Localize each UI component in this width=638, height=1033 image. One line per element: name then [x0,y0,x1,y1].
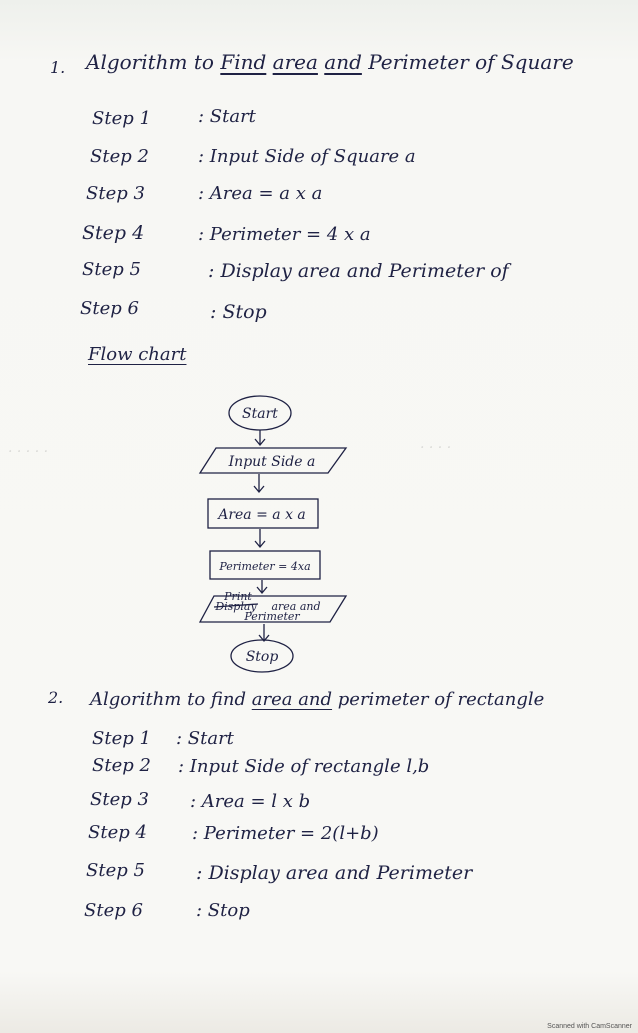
section1-heading-area: area [272,50,318,74]
section1-heading-and: and [324,50,362,74]
flowchart-start-text: Start [242,406,278,422]
s1-step6-label: Step 6 [80,298,139,319]
s1-step4-text: : Perimeter = 4 x a [198,224,371,245]
section2-heading-area-and: area and [251,689,333,710]
s1-step2-text: : Input Side of Square a [198,146,416,167]
flowchart-display-rest: area and [271,600,321,613]
s1-step3-text: : Area = a x a [198,183,323,204]
s1-step1-label: Step 1 [92,108,151,129]
s2-step2-label: Step 2 [92,755,151,776]
s1-step6-text: : Stop [210,301,267,323]
flowchart-display-insert: Print [224,590,252,603]
s2-step1-text: : Start [176,728,234,749]
flowchart-stop-text: Stop [245,649,279,665]
flowchart-perimeter-text: Perimeter = 4xa [219,560,311,573]
flowchart-display-line2: Perimeter [244,610,300,623]
section2-heading [90,689,544,710]
bleedthrough-text: · · · · [420,440,452,456]
s1-step1-text: : Start [198,106,256,127]
section2-heading-suffix: perimeter of rectangle [337,689,545,710]
section1-heading-find: Find [220,50,267,74]
s2-step4-text: : Perimeter = 2(l+b) [192,823,379,844]
s1-step2-label: Step 2 [90,146,149,167]
s2-step4-label: Step 4 [88,822,147,843]
s2-step1-label: Step 1 [92,728,151,749]
s2-step3-label: Step 3 [90,789,149,810]
flowchart-area-text: Area = a x a [218,507,306,523]
section1-heading-prefix: Algorithm to [86,50,214,74]
section1-heading-suffix: Perimeter of Square [368,50,574,74]
flowchart-label: Flow chart [88,344,187,365]
s2-step5-label: Step 5 [86,860,145,881]
s2-step2-text: : Input Side of rectangle l,b [178,756,430,777]
section2-heading-prefix: Algorithm to find [90,689,247,710]
s1-step5-text: : Display area and Perimeter of [208,260,509,282]
flowchart-display-strike: Display [215,600,257,613]
s2-step6-label: Step 6 [84,900,143,921]
section2-number: 2. [48,688,64,707]
flowchart-input-text: Input Side a [228,454,316,470]
scanner-watermark: Scanned with CamScanner [547,1023,632,1030]
s2-step3-text: : Area = l x b [190,791,311,812]
bleedthrough-text: · · · · · [8,444,49,460]
section1-number: 1. [50,58,66,77]
s1-step4-label: Step 4 [82,222,145,244]
s1-step5-label: Step 5 [82,259,141,280]
s2-step6-text: : Stop [196,900,250,921]
s1-step3-label: Step 3 [86,183,145,204]
s2-step5-text: : Display area and Perimeter [196,862,473,884]
